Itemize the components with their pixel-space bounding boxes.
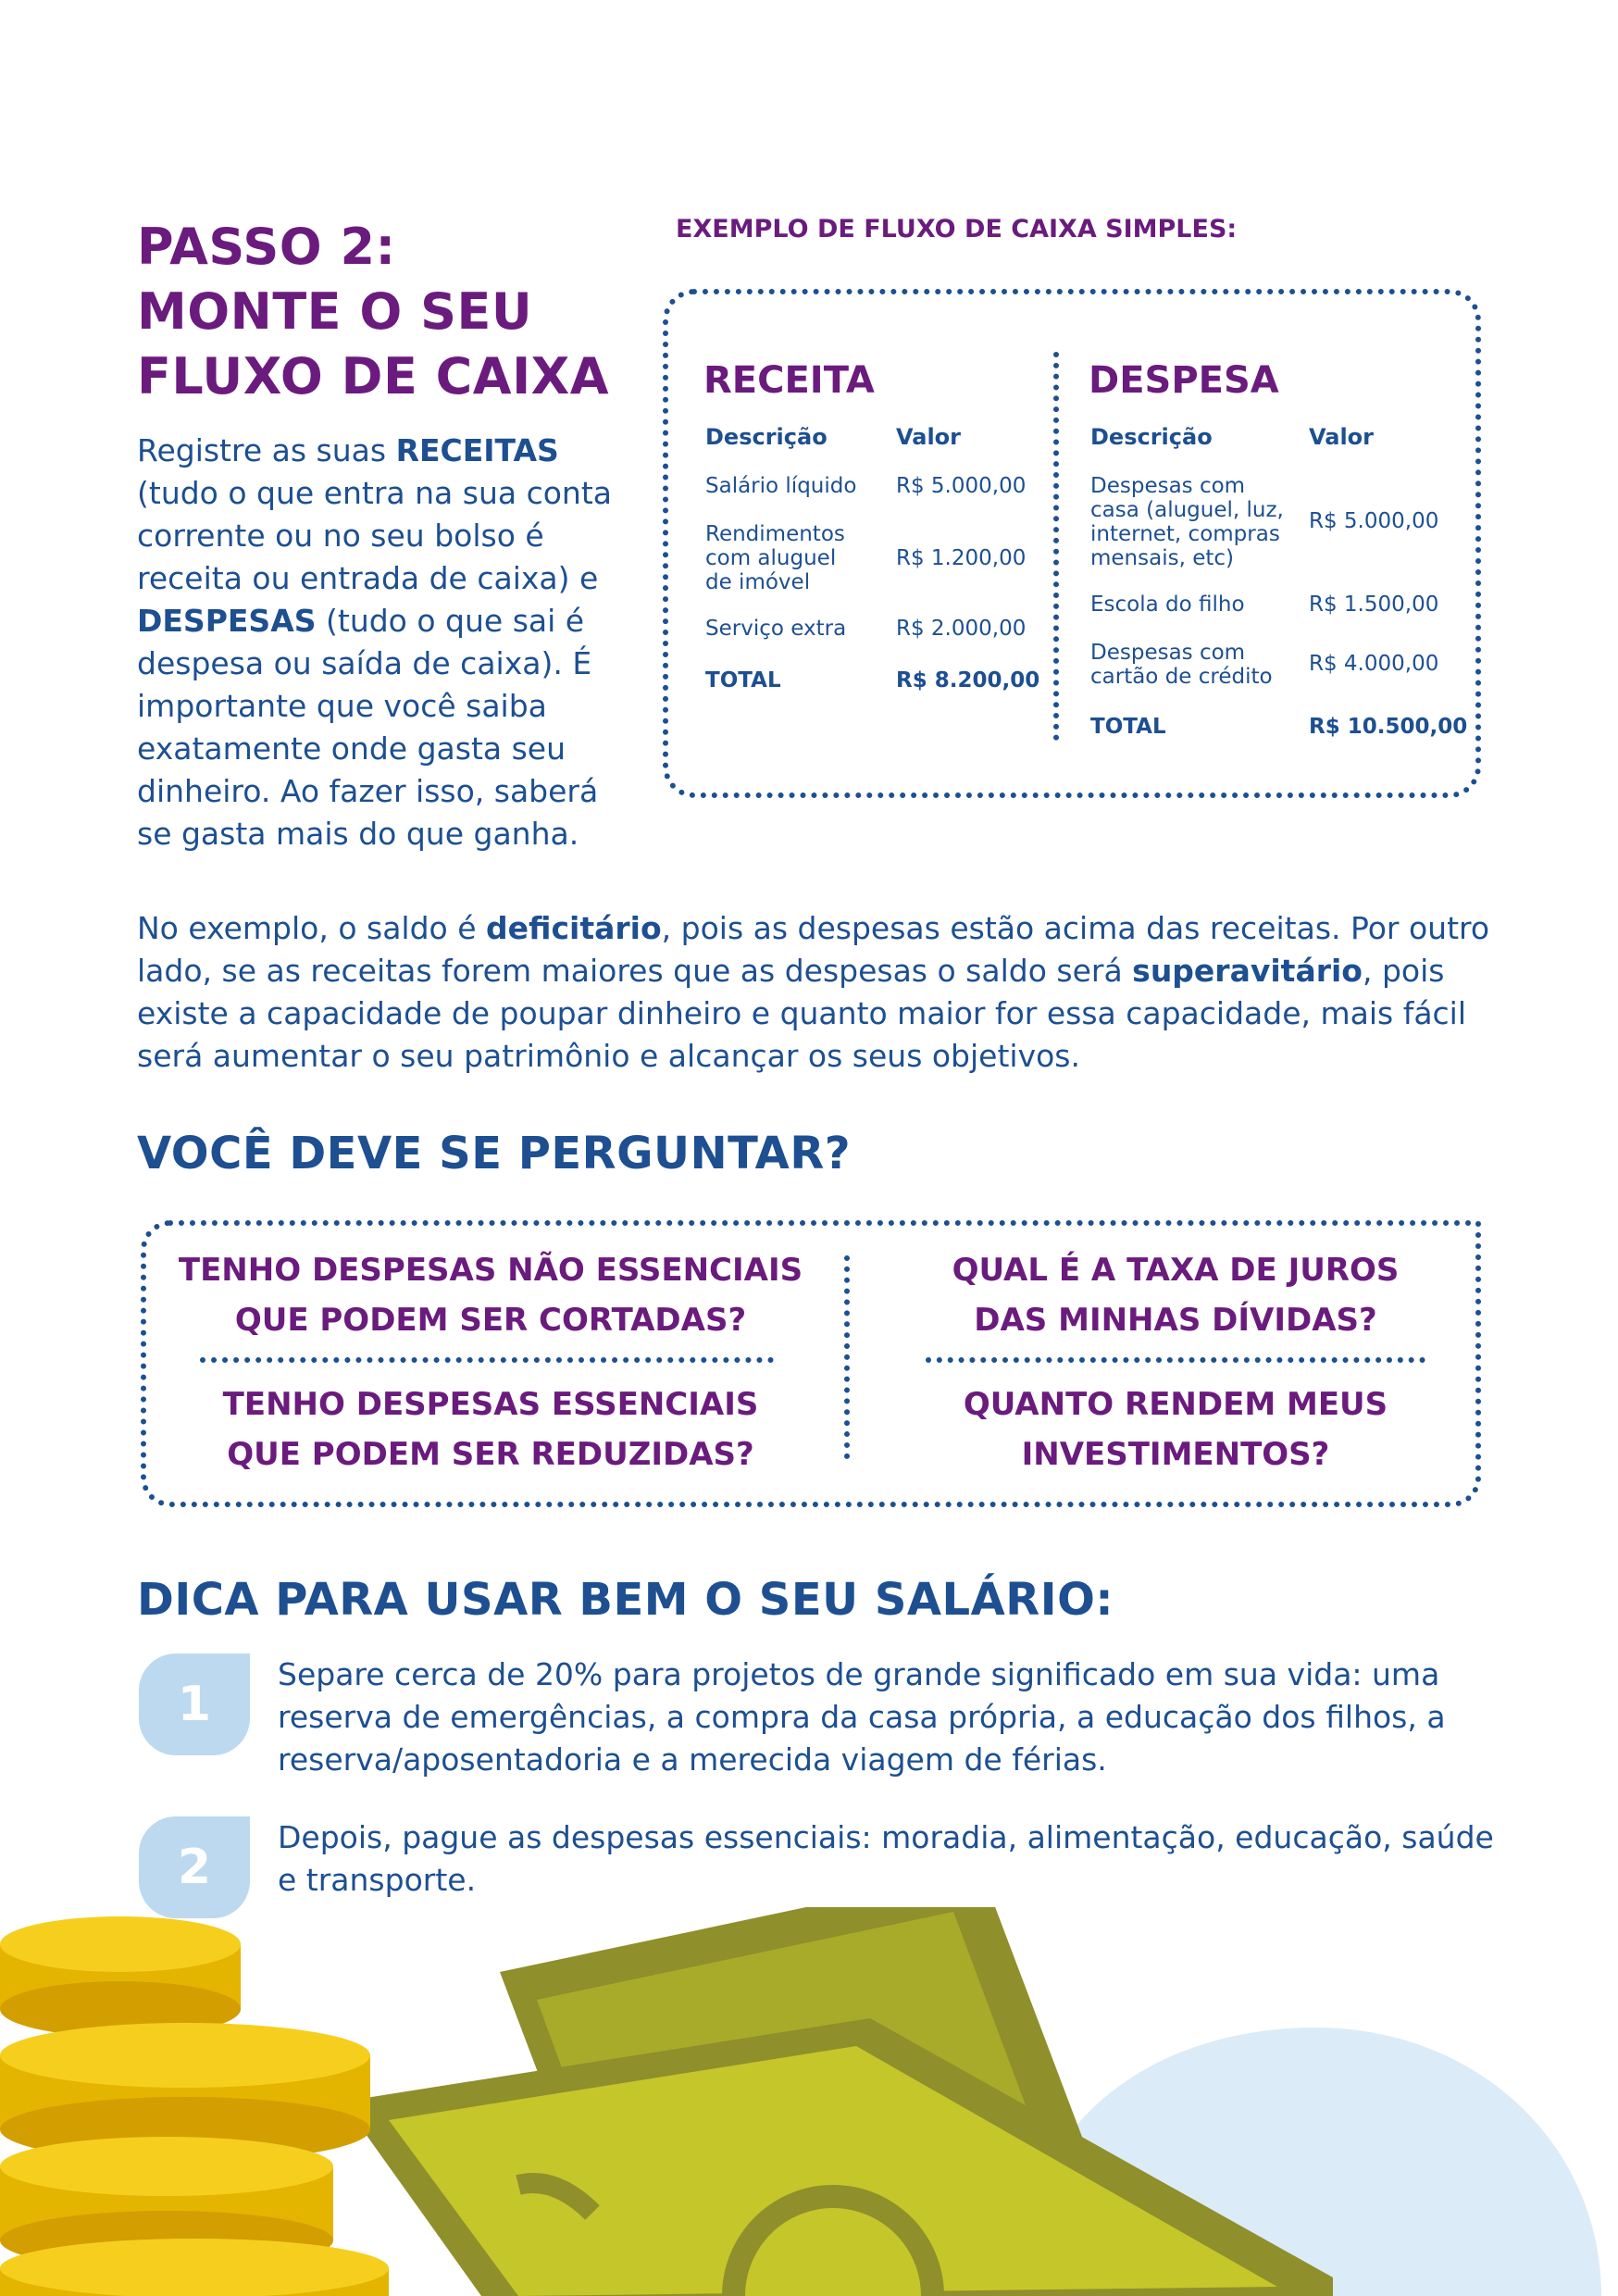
balance-text-part: , pois as despesas estão acima das receitas. Por outro lado, se as receitas forem maiores que as despesas o saldo será	[137, 910, 1490, 989]
despesa-row-desc: Despesas com casa (aluguel, luz, internet, compras mensais, etc)	[1090, 474, 1284, 570]
question-line: TENHO DESPESAS NÃO ESSENCIAIS	[178, 1252, 803, 1289]
tip-number-badge: 2	[139, 1816, 250, 1918]
coins-stack-icon	[0, 1916, 389, 2296]
receita-total-label: TOTAL	[705, 668, 781, 693]
despesa-row-desc: Despesas com cartão de crédito	[1090, 641, 1273, 689]
cash-flow-divider	[1053, 352, 1059, 741]
money-illustration	[0, 1907, 1618, 2296]
receita-row-desc: Salário líquido	[705, 474, 857, 498]
intro-text-part: (tudo o que entra na sua conta corrente ou no seu bolso é receita ou entrada de caixa) e	[137, 475, 612, 596]
step-title-line: MONTE O SEU	[137, 282, 533, 341]
receita-row-valor: R$ 5.000,00	[896, 474, 1027, 498]
question-item	[176, 1379, 805, 1479]
despesa-row-valor: R$ 5.000,00	[1309, 509, 1439, 533]
example-title: EXEMPLO DE FLUXO DE CAIXA SIMPLES:	[676, 215, 1238, 243]
despesa-row-desc: Escola do filho	[1090, 593, 1245, 617]
question-line: QUANTO RENDEM MEUS	[963, 1386, 1388, 1423]
balance-text-part: No exemplo, o saldo é	[137, 910, 487, 946]
questions-vertical-divider	[844, 1255, 850, 1459]
receita-title: RECEITA	[703, 359, 875, 402]
questions-divider-left	[200, 1357, 774, 1363]
questions-divider-right	[926, 1357, 1425, 1363]
despesa-col-valor: Valor	[1309, 424, 1375, 450]
intro-paragraph	[137, 430, 637, 855]
balance-text-part: , pois existe a capacidade de poupar dinheiro e quanto maior for essa capacidade, mais fácil será aumentar o seu patrimônio e alcançar os seus objetivos.	[137, 953, 1467, 1074]
step-title-line: PASSO 2:	[137, 218, 396, 276]
receita-row-desc: Serviço extra	[705, 617, 847, 641]
receita-row-desc: Rendimentos com aluguel de imóvel	[705, 522, 845, 594]
intro-text-part: Registre as suas	[137, 432, 396, 468]
balance-text-bold: deficitário	[486, 910, 662, 946]
intro-text-part: (tudo o que sai é despesa ou saída de caixa). É importante que você saiba exatamente onde gasta seu dinheiro. Ao fazer isso, saberá se gasta mais do que ganha.	[137, 603, 599, 852]
questions-title: VOCÊ DEVE SE PERGUNTAR?	[137, 1128, 852, 1179]
step-title	[137, 215, 609, 409]
tip-text: Depois, pague as despesas essenciais: moradia, alimentação, educação, saúde e transporte.	[278, 1819, 1494, 1898]
intro-text-bold: DESPESAS	[137, 603, 317, 639]
intro-text-bold: RECEITAS	[395, 432, 559, 468]
question-item	[889, 1245, 1462, 1345]
tip-text: Separe cerca de 20% para projetos de grande significado em sua vida: uma reserva de emergências, a compra da casa própria, a educação dos filhos, a reserva/aposentadoria e a merecida viagem de férias.	[278, 1656, 1446, 1778]
receita-total-value: R$ 8.200,00	[896, 668, 1040, 693]
despesa-col-desc: Descrição	[1090, 424, 1213, 450]
despesa-row-valor: R$ 1.500,00	[1309, 593, 1439, 617]
tips-title: DICA PARA USAR BEM O SEU SALÁRIO:	[137, 1574, 1114, 1626]
question-item	[176, 1245, 805, 1345]
question-item	[889, 1379, 1462, 1479]
question-line: QUAL É A TAXA DE JUROS	[952, 1252, 1400, 1289]
receita-col-desc: Descrição	[705, 424, 828, 450]
despesa-total-value: R$ 10.500,00	[1309, 715, 1468, 739]
despesa-total-label: TOTAL	[1090, 715, 1166, 739]
balance-paragraph	[137, 907, 1507, 1078]
balance-text-bold: superavitário	[1132, 953, 1363, 989]
question-line: QUE PODEM SER CORTADAS?	[234, 1302, 747, 1339]
tip-number-badge: 1	[139, 1653, 250, 1755]
receita-col-valor: Valor	[896, 424, 962, 450]
despesa-row-valor: R$ 4.000,00	[1309, 652, 1439, 676]
question-line: QUE PODEM SER REDUZIDAS?	[227, 1436, 754, 1473]
despesa-title: DESPESA	[1089, 359, 1279, 402]
step-title-line: FLUXO DE CAIXA	[137, 347, 610, 406]
receita-row-valor: R$ 1.200,00	[896, 546, 1027, 570]
question-line: DAS MINHAS DÍVIDAS?	[974, 1302, 1377, 1339]
receita-row-valor: R$ 2.000,00	[896, 617, 1027, 641]
question-line: INVESTIMENTOS?	[1021, 1436, 1330, 1473]
question-line: TENHO DESPESAS ESSENCIAIS	[222, 1386, 759, 1423]
